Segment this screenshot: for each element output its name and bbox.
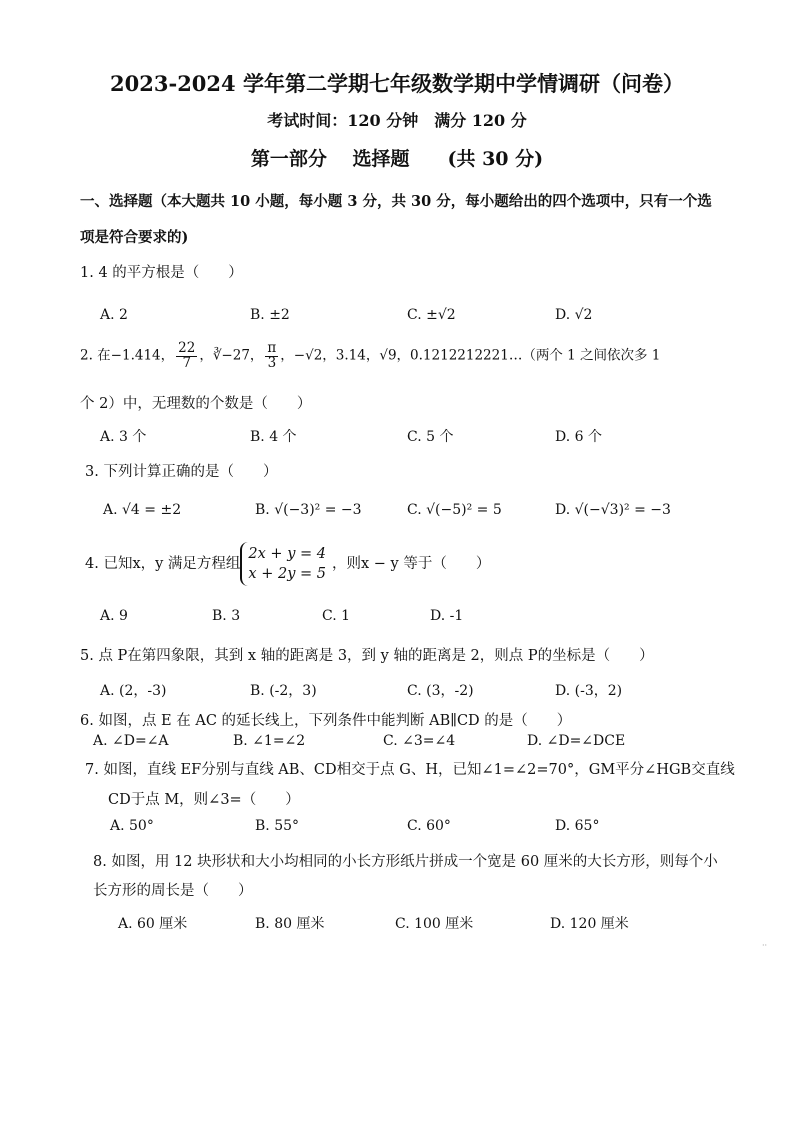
q2-fraction-22-7 [176, 342, 197, 370]
q4-equation-2: x + 2y = 5 [248, 566, 326, 582]
q6-option-d: D. ∠D=∠DCE [527, 733, 626, 749]
question-6: 6. 如图，点 E 在 AC 的延长线上，下列条件中能判断 AB∥CD 的是（ ） [80, 713, 572, 729]
q4-suffix: ，则x − y 等于（ ） [331, 556, 491, 572]
q2-frac2-num: π [267, 340, 277, 356]
q5-option-b: B. (-2，3) [250, 683, 317, 699]
q8-option-b: B. 80 厘米 [255, 916, 325, 932]
q5-option-d: D. (-3，2) [555, 683, 623, 699]
q2-option-b: B. 4 个 [250, 429, 297, 445]
q4-option-b: B. 3 [212, 608, 241, 624]
q1-option-b: B. ±2 [250, 307, 290, 323]
q7-option-c: C. 60° [407, 818, 451, 834]
q4-equation-1: 2x + y = 4 [248, 546, 326, 562]
question-3: 3. 下列计算正确的是（ ） [85, 464, 278, 480]
q8-option-d: D. 120 厘米 [550, 916, 629, 932]
q2-option-d: D. 6 个 [555, 429, 602, 445]
q7-option-b: B. 55° [255, 818, 300, 834]
q4-prefix: 4. 已知x，y 满足方程组 [85, 556, 241, 572]
q1-option-c: C. ±√2 [407, 307, 456, 323]
question-7-line1: 7. 如图，直线 EF分别与直线 AB、CD相交于点 G、H，已知∠1=∠2=70°，GM平分∠HGB交直线 [85, 762, 735, 778]
question-1: 1. 4 的平方根是（ ） [80, 265, 243, 281]
q4-option-a: A. 9 [100, 608, 128, 624]
q8-option-c: C. 100 厘米 [395, 916, 474, 932]
question-5: 5. 点 P在第四象限，其到 x 轴的距离是 3，到 y 轴的距离是 2，则点 P的坐标是（ ） [80, 648, 654, 664]
exam-title: 2023-2024 学年第二学期七年级数学期中学情调研（问卷） [110, 71, 684, 96]
q2-fraction-pi-3 [265, 342, 278, 370]
q2-prefix: 2. 在−1.414， [80, 347, 175, 364]
exam-info: 考试时间：120 分钟 满分 120 分 [267, 111, 527, 130]
q3-option-d: D. √(−√3)² = −3 [555, 502, 671, 518]
q6-option-c: C. ∠3=∠4 [383, 733, 456, 749]
section-instructions-line2: 项是符合要求的) [80, 229, 189, 246]
part-title: 第一部分 选择题 (共 30 分) [250, 148, 544, 170]
question-2-line1: 2. 在−1.414， $\frac{22}{7}$ ，∛−27， $\frac{\pi}{3}$ ，−√2，3.14，√9，0.1212212221…（两个 1 之间依次多 1 [80, 340, 661, 371]
q2-option-c: C. 5 个 [407, 429, 454, 445]
q4-equation-system [240, 542, 332, 586]
q6-option-a: A. ∠D=∠A [93, 733, 169, 749]
q2-frac2-den: 3 [267, 354, 277, 371]
q6-option-b: B. ∠1=∠2 [233, 733, 306, 749]
scan-speck: ·· [762, 941, 768, 950]
q3-option-a: A. √4 = ±2 [103, 502, 182, 518]
question-8-line1: 8. 如图，用 12 块形状和大小均相同的小长方形纸片拼成一个宽是 60 厘米的大长方形，则每个小 [93, 854, 718, 870]
q4-option-d: D. -1 [430, 608, 464, 624]
q2-option-a: A. 3 个 [100, 429, 147, 445]
q8-option-a: A. 60 厘米 [118, 916, 188, 932]
question-2-line2: 个 2）中，无理数的个数是（ ） [80, 396, 312, 412]
q7-option-a: A. 50° [110, 818, 154, 834]
question-4 [85, 542, 490, 586]
section-instructions-line1: 一、选择题（本大题共 10 小题，每小题 3 分，共 30 分，每小题给出的四个选项中，只有一个选 [80, 193, 712, 210]
q5-option-c: C. (3，-2) [407, 683, 474, 699]
q7-option-d: D. 65° [555, 818, 600, 834]
q2-frac1-den: 7 [182, 354, 192, 371]
q2-frac1-num: 22 [178, 340, 196, 356]
q2-cube-root: ∛−27 [212, 347, 250, 364]
q2-rest: ，−√2，3.14，√9，0.1212212221…（两个 1 之间依次多 1 [280, 347, 661, 364]
q3-option-b: B. √(−3)² = −3 [255, 502, 362, 518]
q4-option-c: C. 1 [322, 608, 351, 624]
question-8-line2: 长方形的周长是（ ） [93, 883, 253, 899]
q1-option-a: A. 2 [100, 307, 128, 323]
question-7-line2: CD于点 M，则∠3=（ ） [108, 792, 300, 808]
q3-option-c: C. √(−5)² = 5 [407, 502, 502, 518]
q1-option-d: D. √2 [555, 307, 593, 323]
q5-option-a: A. (2，-3) [100, 683, 167, 699]
